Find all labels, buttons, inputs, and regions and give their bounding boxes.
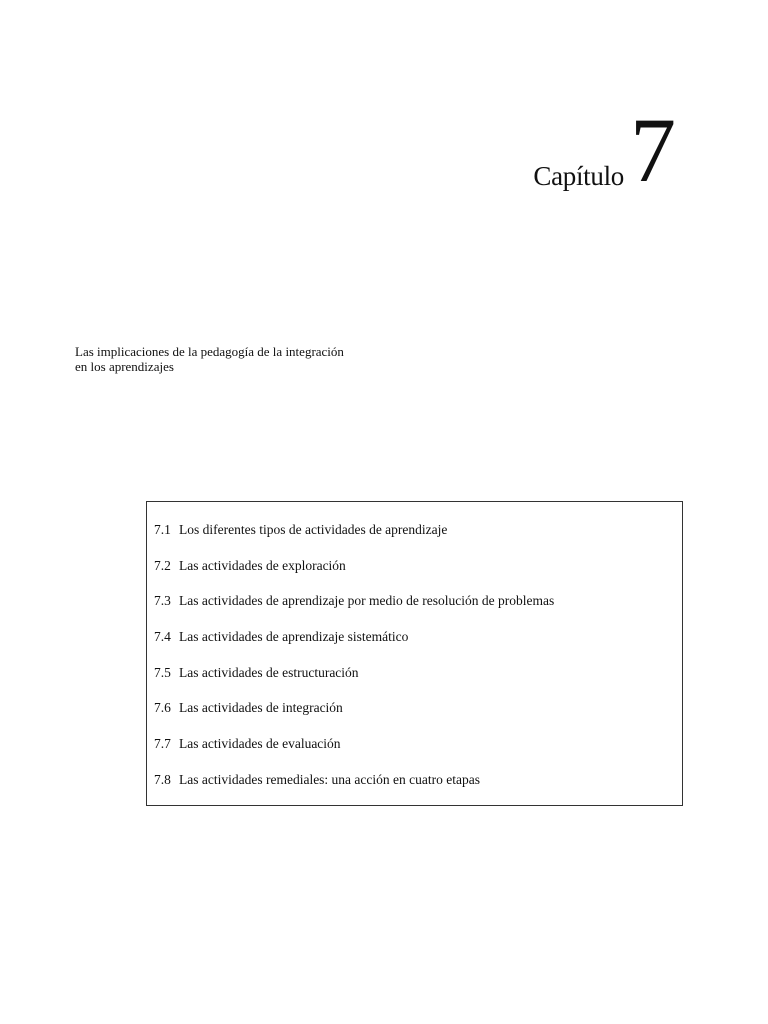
toc-item-number: 7.5 bbox=[154, 664, 171, 680]
chapter-label: Capítulo bbox=[533, 161, 624, 191]
chapter-number: 7 bbox=[630, 99, 676, 201]
toc-item-text: Los diferentes tipos de actividades de aprendizaje bbox=[179, 522, 448, 537]
table-of-contents bbox=[146, 501, 683, 806]
toc-item-text: Las actividades remediales: una acción en cuatro etapas bbox=[179, 771, 480, 787]
toc-item-7-3 bbox=[154, 592, 682, 609]
toc-item-number: 7.4 bbox=[154, 629, 171, 645]
chapter-title-line-1: Las implicaciones de la pedagogía de la integración bbox=[75, 344, 344, 359]
toc-item-7-6 bbox=[154, 699, 682, 716]
toc-item-7-5 bbox=[154, 664, 682, 681]
chapter-title bbox=[75, 344, 405, 374]
toc-item-text: Las actividades de exploración bbox=[179, 557, 346, 573]
toc-item-text: Las actividades de aprendizaje por medio de resolución de problemas bbox=[179, 593, 555, 609]
toc-item-7-2 bbox=[154, 557, 682, 574]
toc-item-text: Las actividades de aprendizaje sistemático bbox=[179, 629, 409, 645]
toc-item-text: Las actividades de estructuración bbox=[179, 664, 359, 680]
toc-item-number: 7.1 bbox=[154, 522, 171, 537]
toc-item-7-8 bbox=[154, 771, 682, 788]
toc-item-number: 7.3 bbox=[154, 593, 171, 609]
toc-item-number: 7.8 bbox=[154, 771, 171, 787]
chapter-title-line-2: en los aprendizajes bbox=[75, 359, 174, 374]
toc-item-7-7 bbox=[154, 735, 682, 752]
toc-item-number: 7.6 bbox=[154, 700, 171, 716]
toc-item-number: 7.2 bbox=[154, 557, 171, 573]
toc-item-7-1 bbox=[154, 521, 682, 538]
toc-item-7-4 bbox=[154, 628, 682, 645]
toc-item-text: Las actividades de integración bbox=[179, 700, 343, 716]
toc-item-number: 7.7 bbox=[154, 736, 171, 752]
toc-item-text: Las actividades de evaluación bbox=[179, 736, 341, 752]
chapter-heading bbox=[533, 99, 676, 201]
